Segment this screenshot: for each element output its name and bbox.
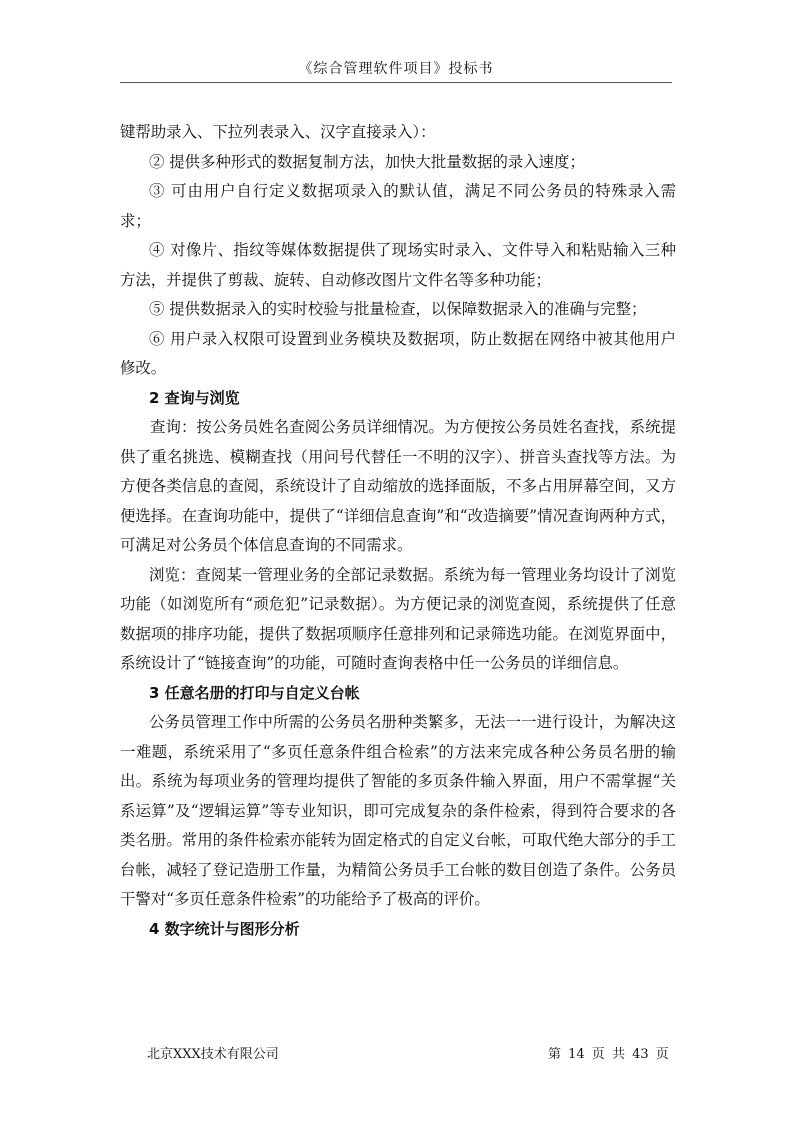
paragraph-browse: 浏览：查阅某一管理业务的全部记录数据。系统为每一管理业务均设计了浏览功能（如浏览所有“顽危犯”记录数据）。为方便记录的浏览查阅，系统提供了任意数据项的排序功能，提供了数据项顺序任意排列和记录筛选功能。在浏览界面中，系统设计了“链接查询”的功能，可随时查询表格中任一公务员的详细信息。 — [120, 565, 676, 672]
list-item-5: ⑤ 提供数据录入的实时校验与批量检查，以保障数据录入的准确与完整； — [149, 300, 647, 318]
header-divider — [120, 82, 672, 83]
page-header-title: 《综合管理软件项目》投标书 — [298, 61, 494, 77]
section-heading-query-browse: 2 查询与浏览 — [149, 388, 240, 407]
list-item-2: ② 提供多种形式的数据复制方法，加快大批量数据的录入速度； — [149, 152, 585, 171]
paragraph-query: 查询：按公务员姓名查阅公务员详细情况。为方便按公务员姓名查找，系统提供了重名挑选、模糊查找（用问号代替任一不明的汉字）、拼音头查找等方法。为方便各类信息的查阅，系统设计了自动缩放的选择面版，不多占用屏幕空间，又方便选择。在查询功能中，提供了“详细信息查询”和“改造摘要”情况查询两种方式，可满足对公务员个体信息查询的不同需求。 — [120, 418, 676, 554]
list-item-6: ⑥ 用户录入权限可设置到业务模块及数据项，防止数据在网络中被其他用户修改。 — [120, 329, 676, 377]
section-heading-roster: 3 任意名册的打印与自定义台帐 — [149, 683, 360, 702]
footer-page-number: 第 14 页 共 43 页 — [548, 1047, 669, 1062]
footer-company: 北京XXX技术有限公司 — [147, 1047, 279, 1062]
document-body — [120, 118, 676, 944]
list-item-3: ③ 可由用户自行定义数据项录入的默认值，满足不同公务员的特殊录入需求； — [120, 182, 676, 230]
section-heading-statistics: 4 数字统计与图形分析 — [149, 919, 300, 938]
list-item-4: ④ 对像片、指纹等媒体数据提供了现场实时录入、文件导入和粘贴输入三种方法，并提供了剪裁、旋转、自动修改图片文件名等多种功能； — [120, 241, 676, 289]
paragraph-continuation: 键帮助录入、下拉列表录入、汉字直接录入）： — [120, 123, 436, 141]
paragraph-roster: 公务员管理工作中所需的公务员名册种类繁多，无法一一进行设计，为解决这一难题，系统采用了“多页任意条件组合检索”的方法来完成各种公务员名册的输出。系统为每项业务的管理均提供了智能的多页条件输入界面，用户不需掌握“关系运算”及“逻辑运算”等专业知识，即可完成复杂的条件检索，得到符合要求的各类名册。常用的条件检索亦能转为固定格式的自定义台帐，可取代绝大部分的手工台帐，减轻了登记造册工作量，为精简公务员手工台帐的数目创造了条件。公务员干警对“多页任意条件检索”的功能给予了极高的评价。 — [120, 713, 676, 908]
